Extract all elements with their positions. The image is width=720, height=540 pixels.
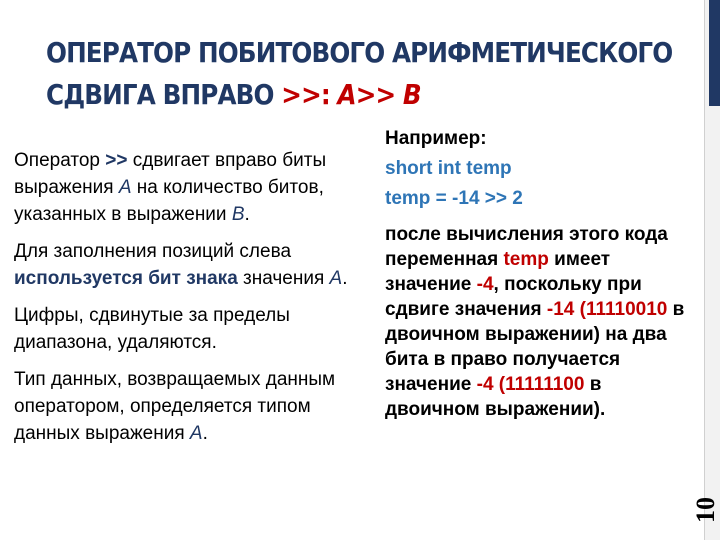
operand-b: B [231,204,245,225]
title-text: СДВИГА ВПРАВО [46,78,282,111]
title-operand-a: A [337,78,356,111]
operand-a: A [329,268,343,289]
sign-bit-highlight: используется бит знака [14,268,238,289]
code-line-2: temp = -14 >> 2 [385,188,523,209]
title-operand-b: B [402,78,421,111]
text: Оператор [14,150,106,171]
slide-number: 10 [691,497,720,523]
value-highlight: -4 [476,274,494,295]
code-line-1: short int temp [385,158,512,179]
text: сдвигает вправо биты выражения [14,150,327,198]
example-heading: Например: [385,128,487,149]
description-paragraph-3: Цифры, сдвинутые за пределы диапазона, удаляются. [14,305,290,353]
value-highlight: -14 (11110010 [546,299,668,320]
text: . [244,204,250,225]
text: Тип данных, возвращаемых данным оператором, определяется типом данных выражения [14,369,336,444]
description-paragraph-4 [14,366,359,447]
text: . [202,423,208,444]
text: имеет значение [385,249,611,295]
text: . [342,268,348,289]
text: Для заполнения позиций слева [14,241,292,262]
slide-title [46,32,673,116]
operand-a: A [189,423,203,444]
text: после вычисления этого кода переменная [385,224,668,270]
title-shift-op: >> [355,78,403,111]
value-highlight: -4 (11111100 [476,374,585,395]
example-column [385,124,685,422]
text: в двоичном выражении) на два бита в право получается значение [385,299,685,395]
operator-highlight: >> [105,150,128,171]
text: на количество битов, указанных в выражении [14,177,324,225]
text: значения [237,268,330,289]
title-operator: >>: [281,78,338,111]
variable-highlight: temp [503,249,549,270]
operand-a: A [118,177,132,198]
title-line-2 [46,74,618,116]
description-paragraph-2 [14,238,359,292]
example-explanation [385,222,685,422]
description-column [14,147,359,457]
description-paragraph-1 [14,147,359,228]
text: в двоичном выражении). [385,374,606,420]
text: , поскольку при сдвиге значения [385,274,642,320]
side-bar-accent [709,0,720,106]
title-line-1: ОПЕРАТОР ПОБИТОВОГО АРИФМЕТИЧЕСКОГО [46,36,673,69]
